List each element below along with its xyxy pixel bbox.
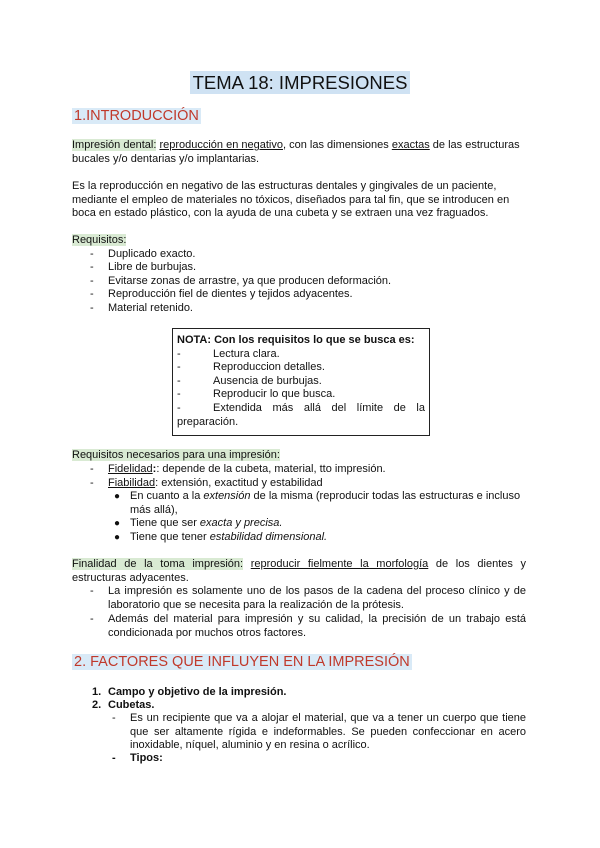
- section-heading-factores: 2. FACTORES QUE INFLUYEN EN LA IMPRESIÓN: [74, 654, 410, 670]
- requisitos-label: Requisitos:: [72, 234, 127, 246]
- requisitos-necesarios-label: Requisitos necesarios para una impresión:: [72, 449, 280, 461]
- definition-paragraph: Impresión dental: reproducción en negativo, con las dimensiones exactas de las estructuras bucales y/o dentarias y/o implantarias.: [72, 139, 520, 165]
- intro-paragraph: Es la reproducción en negativo de las estructuras dentales y gingivales de un paciente, mediante el empleo de materiales no tóxicos, diseñados para tal fin, que se introducen en boca en estado plástico, con la ayuda de una cubeta y se extraen una vez fraguados.: [72, 180, 510, 219]
- nota-box: NOTA: Con los requisitos lo que se busca es: - Lectura clara. - Reproduccion detalles. - Ausencia de burbujas. - Reproducir lo que busca. - Extendida más allá del límite de la preparación.: [172, 328, 430, 436]
- section-heading-introduccion: 1.INTRODUCCIÓN: [74, 108, 199, 124]
- finalidad-paragraph: Finalidad de la toma impresión: reproducir fielmente la morfología de los dientes y estructuras adyacentes.: [72, 558, 527, 584]
- document-page: TEMA 18: IMPRESIONES 1.INTRODUCCIÓN Impresión dental: reproducción en negativo, con las dimensiones exactas de las estructuras bucales y/o dentarias y/o implantarias. Es la reproducción en negativo de las estructuras dentales y gingivales de un paciente, mediante el empleo de materiales no tóxicos, diseñados para tal fin, que se introducen en boca en estado plástico, con la ayuda de una cubeta y se extraen una vez fraguados. Requisitos: - Duplicado exacto. - Libre de burbujas. - Evitarse zonas de arrastre, ya que producen deformación. - Reproducción fiel de dientes y tejidos adyacentes. - Material retenido. NOTA: Con los requisitos lo que se busca es: - Lectura clara. - Reproduccion detalles. - Ausencia de burbujas. - Reproducir lo que busca. - Extendida más allá del límite de la preparación. Requisitos necesarios para una impresión: - Fidelidad:: depende de la cubeta, material, tto impresión. - Fiabilidad: extensión, exactitud y estabilidad ● En cuanto a la extensión de la misma (reproducir todas las estructuras e incluso más allá), ● Tiene que ser exacta y precisa. ● Tiene que tener estabilidad dimensional. Finalidad de la toma impresión: reproducir fielmente la morfología de los dientes y estructuras adyacentes. - La impresión es solamente uno de los pasos de la cadena del proceso clínico y de laboratorio que se necesita para la realización de la prótesis. - Además del material para impresión y su calidad, la precisión de un trabajo está condicionada por muchos otros factores. 2. FACTORES QUE INFLUYEN EN LA IMPRESIÓN 1. Campo y objetivo de la impresión. 2. Cubetas. - Es un recipiente que va a alojar el material, que va a tener un cuerpo que tiene que ser altamente rígida e indeformables. Se pueden confeccionar en acero inoxidable, níquel, aluminio y en resina o acrílico. - Tipos:: [0, 0, 600, 848]
- nota-last-line: preparación.: [177, 416, 239, 428]
- page-title: TEMA 18: IMPRESIONES: [0, 72, 600, 94]
- nota-heading: NOTA: Con los requisitos lo que se busca es:: [177, 334, 415, 346]
